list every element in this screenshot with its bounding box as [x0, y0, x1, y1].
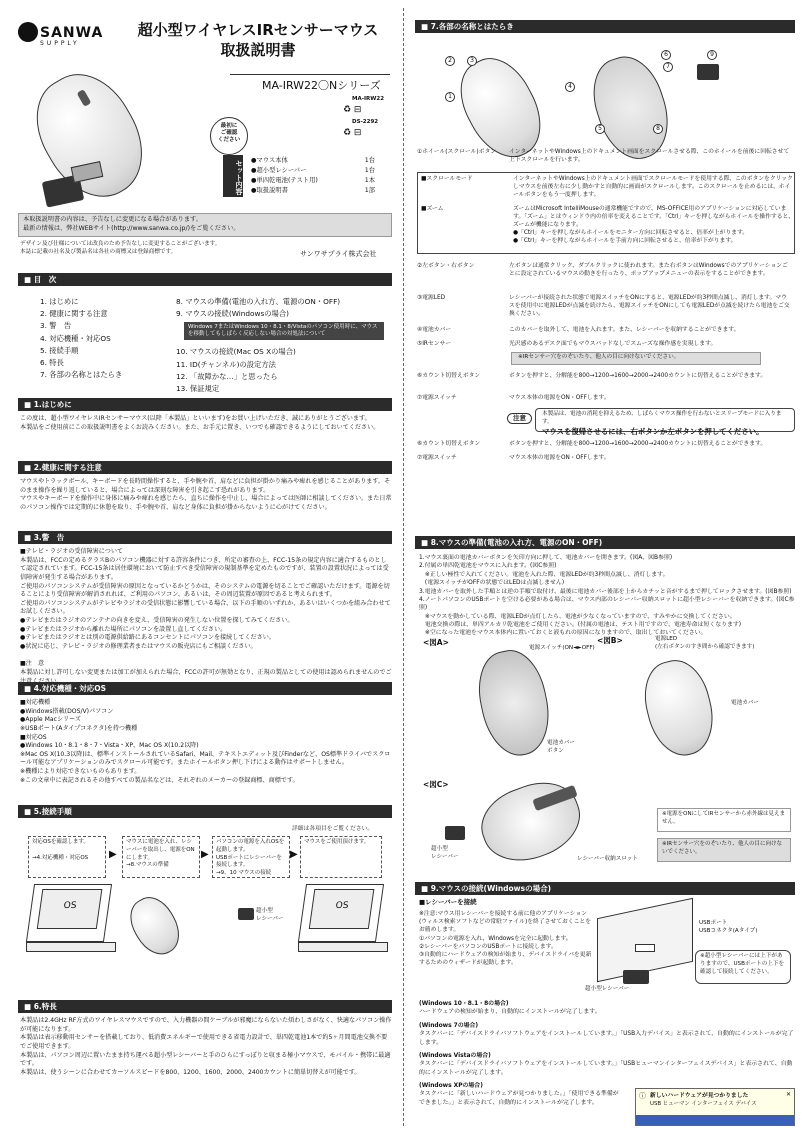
part-row: ⑥カウント切替えボタン ボタンを押すと、分解能を800→1200→1600→2000→2400カウントに切替えることができます。	[417, 373, 767, 379]
toc-item[interactable]: 10. マウスの接続(Mac OS Xの場合)	[176, 347, 296, 357]
os-block: (Windows 10・8.1・8の場合) ハードウェアの検知が始まり、自動的にインストールが完了します。	[419, 1001, 601, 1016]
callout-3: 3	[467, 56, 477, 66]
brand-logo: SANWA	[40, 25, 104, 41]
toc-item[interactable]: 13. 保証規定	[176, 384, 220, 394]
power-led-label: 電源LED (左右ボタンのすき間から確認できます)	[655, 636, 755, 650]
part-row: ⑦電源スイッチ マウス本体の電源をON・OFFします。	[417, 395, 610, 401]
set-label: セット内容	[223, 155, 243, 197]
receiver-orientation-note: ※超小型レシーバーには上下がありますので、USBポートの上下を確認して接続してください。	[695, 950, 791, 984]
section-7-heading: ■ 7.各部の名称とはたらき	[415, 20, 795, 33]
toc-item[interactable]: 2. 健康に関する注意	[40, 309, 108, 319]
ir-warning: ※IRセンサー穴をのぞいたり、他人の目に向けないでください。	[511, 352, 761, 365]
step-box: マウスをご使用頂けます。	[300, 836, 382, 878]
notice-box: 本取扱説明書の内容は、予告なしに変更になる場合があります。 最新の情報は、弊社WEBサイト(http://www.sanwa.co.jp/)をご覧ください。	[18, 213, 392, 237]
set-item: ●単四乾電池(テスト用) 1本	[251, 177, 375, 184]
part-row: ■スクロールモード インターネットやWindows上のドキュメント画面でスクロールモードを使用する際、このボタンをクリックしマウスを前後左右に少し動かすと自動的に画面がスクロールします。このスクロールを止めるには、ホイールボタンをもう一度押します。	[421, 176, 793, 199]
section-5-note: 詳細は各項目をご覧ください。	[292, 826, 374, 832]
section-8-heading: ■ 8.マウスの準備(電池の入れ方、電源のON・OFF)	[415, 536, 795, 549]
recycle-icon: ♻ ⊟	[343, 105, 362, 115]
os-block: (Windows Vistaの場合) タスクバーに「デバイスドライバソフトウェアをインストールしています。」「USBヒューマンインターフェイスデバイス」と表示されて、自動的にインストールが完了します。	[419, 1053, 793, 1076]
toc-item[interactable]: 8. マウスの準備(電池の入れ方、電源のON・OFF)	[176, 297, 341, 306]
arrow-icon: ▶	[201, 849, 209, 860]
part-row: ③電源LED レシーバーが接続された状態で電源スイッチをONにすると、電源LEDが約3秒間点滅し、消灯します。マウスを使用中に電源LEDが点滅を続けたら、電源スイッチをONにしても電源LEDが点滅を続けたら電池をご交換ください。	[417, 295, 790, 318]
caution-badge: 注意	[507, 413, 532, 424]
section-6-heading: ■ 6.特長	[18, 1000, 392, 1013]
taskbar	[636, 1115, 794, 1125]
brand-sub: SUPPLY	[40, 40, 80, 47]
callout-4: 4	[565, 82, 575, 92]
set-item: ●マウス本体 1台	[251, 157, 375, 164]
toc-item[interactable]: 4. 対応機種・対応OS	[40, 333, 111, 343]
arrow-icon: ▶	[109, 849, 117, 860]
callout-8: 8	[653, 124, 663, 134]
section-3-heading: ■ 3.警 告	[18, 531, 392, 544]
mouse-bottom-illustration	[471, 644, 558, 761]
title-rule	[230, 74, 390, 75]
section-3-body: ■テレビ・ラジオの受信障害について 本製品は、FCCの定めるクラスBのパソコン機器に対する許容条件につき、所定の審査の上、FCC-15条の規定内容に適合するものとして認定されています。FCC-15条は居住環境において防止すべき受信障害の規制基準を定めたものですが、装置の設置状況によっては受信障害が発生する場合があります。 ご使用のパソコンシステムが受信障害の原因となっているかどうかは、そのシステムの電源を切ることでご確認いただけます。電源を切ることにより受信障害が解消されれば、ご利用のパソコン、あるいは、その周辺装置が原因であると考えられます。 ご使用のパソコンシステムがテレビやラジオの受信状態に影響している場合、以下の手順のいずれか、あるいはいくつかを組み合わせてお試しください。 ●テレビまたはラジオのアンテナの向きを変え、受信障害の発生しない位置を探してみてください。 ●テレビまたはラジオから離れた場所にパソコンを設置し直してください。 ●テレビまたはラジオとは別の電源供給路にあるコンセントにパソコンを接続してください。 ●状況に応じ、テレビ・ラジオの修理業者またはマウスの販売店にもご相談ください。 ■注 意 本製品に対し許可しない変更または加工が加えられた場合、FCCの許可が無効となり、正規の製品としての使用は認められませんのでご	[20, 548, 392, 676]
toc-item[interactable]: 5. 接続手順	[40, 345, 79, 355]
manual-title: 取扱説明書	[220, 41, 296, 59]
callout-7: 7	[663, 62, 673, 72]
arrow-icon: ▶	[290, 849, 298, 860]
column-divider	[403, 8, 404, 1126]
mouse-illustration	[18, 58, 162, 215]
set-list	[251, 156, 375, 196]
model-code-1: MA-IRW22	[352, 96, 385, 102]
callout-5: 5	[595, 124, 605, 134]
section-1-body: この度は、超小型ワイヤレスIRセンサーマウス(以降「本製品」といいます)をお買い上げいただき、誠にありがとうございます。 本製品をご使用前にこの取扱説明書をよくお読みください。また、お手元に置き、いつでも確認できるようにしておいてください。	[20, 415, 380, 431]
toc-item[interactable]: 1. はじめに	[40, 297, 79, 306]
callout-1: 1	[445, 92, 455, 102]
figure-b-label: <図B>	[597, 636, 623, 645]
xp-balloon-screenshot	[635, 1088, 795, 1126]
part-row: ⑥カウント切替えボタン ボタンを押すと、分解能を800→1200→1600→2000→2400カウントに切替えることができます。	[417, 441, 767, 447]
section-4-heading: ■ 4.対応機種・対応OS	[18, 682, 392, 695]
callout-2: 2	[445, 56, 455, 66]
part-row: ②左ボタン・右ボタン 左ボタンは通常クリック、ダブルクリックに使われます。また右ボタンはWindowsでのアプリケーションごとに設定されているマウスの動きを行ったり、ポップアップメニューの表示をすることができます。	[417, 263, 788, 278]
figure-a-label: <図A>	[423, 638, 449, 647]
caution-box: 本製品は、電池の消耗を抑えるため、しばらくマウス操作を行わないとスリープモードに入ります。 マウスを復帰させるには、右ボタンか左ボタンを押してください。	[535, 408, 795, 432]
laptop-base	[26, 942, 116, 952]
battery-cover-button-label: 電池カバー ボタン	[547, 740, 575, 754]
company-name: サンワサプライ株式会社	[300, 250, 377, 258]
section-2-heading: ■ 2.健康に関する注意	[18, 461, 392, 474]
model-code-2: DS-2292	[352, 119, 379, 125]
ir-note-1: ※電源をONにしてIRセンサーから赤外線は見えません。	[657, 808, 791, 832]
section-5-heading: ■ 5.接続手順	[18, 805, 392, 818]
toc-item[interactable]: 6. 特長	[40, 358, 64, 368]
part-row: ⑦電源スイッチ マウス本体の電源をON・OFFします。	[417, 455, 610, 461]
step-box: 対応OSを確認します。 →4.対応機種・対応OS	[28, 836, 106, 878]
section-9-sub: ■レシーバーを接続	[419, 898, 477, 906]
receiver-label: 超小型 レシーバー	[256, 908, 284, 922]
usb-label: USBポート USBコネクタ(Aタイプ)	[699, 920, 758, 934]
toc-right	[176, 296, 340, 395]
power-switch-label: 電源スイッチ(ON◄►OFF)	[529, 645, 595, 651]
laptop-illustration: OS	[26, 884, 112, 942]
section-6-body: 本製品は2.4GHz RF方式のワイヤレスマウスですので、入力機器の間ケーブルが邪魔にならないた煩わしさがなく、快適なパソコン操作が可能になります。 本製品は表示移動用センサーを搭載しており、低消費エネルギーで使用できる省電力設計で、単四乾電池1本で約5ヶ月間電池交換不要でご使用できます。 本製品は、パソコン周辺に置いたまま持ち運べる超小型レシーバーと手のひらにすっぽりと収まる極小マウスで、モバイル・携帯に最適です。 本製品は、使うシーンに合わせてカーソルスピードを800、1200、1600、2000、2400カウントに簡単切替えが可能です。	[20, 1017, 392, 1076]
toc-item[interactable]: 7. 各部の名称とはたらき	[40, 370, 123, 380]
battery-cover-label: 電池カバー	[731, 700, 759, 706]
callout-9: 9	[707, 50, 717, 60]
step-box: マウスに電池を入れ、レシーバーを取出し、電源をONにします。 →8.マウスの準備	[122, 836, 200, 878]
mouse-illustration	[122, 890, 188, 963]
product-title: 超小型ワイヤレスIRセンサーマウス	[137, 21, 379, 39]
receiver-label: 超小型 レシーバー	[431, 846, 459, 860]
recycle-icon: ♻ ⊟	[343, 128, 362, 138]
right-column	[409, 0, 802, 1134]
close-icon[interactable]: ✕	[785, 1091, 791, 1098]
brand-logo-mark	[18, 22, 38, 42]
set-item: ●超小型レシーバー 1台	[251, 167, 375, 174]
receiver-slot-label: レシーバー収納スロット	[577, 856, 638, 862]
section-4-body: ■対応機種 ●Windows搭載(DOS/V)パソコン ●Apple Macシリーズ ※USBポート(Aタイプコネクタ)を持つ機種 ■対応OS ●Windows 10・8.1・8・7・Vista・XP、Mac OS X(10.2以降) ※Mac OS X(10.3以降)は、標準インストールされているSafari、Mail、テキストエディット及びFinderなど、OS標準ドライバでスクロール可能なアプリケーションのみでスクロール可能です。またホイールボタン押し下げによる動作はサポートしません。 ※機種により対応できないものもあります。 ※この文章中に表記されるその他すべての製品名などは、それぞれのメーカーの登録商標、商標です。	[20, 699, 391, 784]
receiver-illustration	[697, 64, 719, 80]
balloon-text: USB ヒューマン インターフェイス デバイス	[650, 1101, 757, 1108]
toc-item[interactable]: 11. ID(チャンネル)の設定方法	[176, 359, 276, 369]
confirm-first-badge: 最初に ご確認 ください	[210, 117, 248, 155]
balloon-title: 新しいハードウェアが見つかりました	[650, 1093, 749, 1099]
model-series: MA-IRW22〇Nシリーズ	[262, 79, 381, 92]
receiver-illustration	[238, 908, 254, 920]
receiver-illustration	[445, 826, 465, 840]
toc-heading: ■ 目 次	[18, 273, 392, 286]
receiver-illustration	[623, 970, 649, 984]
toc-item[interactable]: 9. マウスの接続(Windowsの場合)	[176, 309, 289, 319]
receiver-label: 超小型レシーバー	[585, 986, 630, 992]
toc-item[interactable]: 12. 「故障かな…」と思ったら	[176, 371, 278, 381]
section-8-body: 1.マウス裏面の電池カバーボタンを矢印方向に押して、電池カバーを開きます。(図A、図B参照) 2.付属の単四乾電池をマウスに入れます。(図C参照) ※正しい極性で入れてください。電池を入れた際、電源LEDが約3秒間点滅し、消灯します。 (電源スイッチがOFFの状態ではLEDは点滅しません) 3.電池カバーを取外した手順とは逆の手順で取付け、最後に電池カバー後部を上からカチッと音がするまで押してロックさせます。(図B参照) 4.ノートパソコンのUSBポートを空ける必要がある場合は、マウス内部のレシーバー収納スロットに超小型レシーバーを収納できます。(図C参照) ※マウスを動かしている際、電源LEDが点灯したら、電池が少なくなっていますので、すみやかに交換してください。 電池交換の際は、単四アルカリ乾電池をご使用ください。(付属の電池は、テスト用ですので、電池寿命は短くなります) ※空になった電池をマウス本体内に置いておくと液もれの原因になりますので、取出しておいてください。	[419, 555, 795, 637]
laptop-illustration: OS	[298, 884, 384, 942]
figure-c-label: <図C>	[423, 780, 449, 789]
part-row: ④電池カバー このカバーを取外して、電池を入れます。また、レシーバーを収納することができます。	[417, 327, 740, 333]
toc-note: Windows 7またはWindows 10・8.1・8/Vistaのパソコン使用時に、マウスを移動してもしばらく反応しない場合の対処法について	[184, 322, 384, 340]
info-icon: ⓘ	[639, 1092, 646, 1100]
disclaimer: デザイン及び仕様については改良のため予告なしに変更することがございます。 本誌に記載の社名及び製品名は各社の商標又は登録商標です。	[20, 241, 221, 255]
toc-left	[40, 296, 122, 381]
section-9-body: ※注意:マウス用レシーバーを接続する前に他のアプリケーション(ウィルス検索ソフトなどの常駐ファイル)を終了させておくことをお薦めします。 ①パソコンの電源を入れ、Windowsを完全に起動します。 ②レシーバーをパソコンのUSBポートに接続します。 ③自動的にハードウェアの検知が始まり、デバイスドライバを更新するためのウィザードが起動します。	[419, 911, 592, 967]
os-block: (Windows XPの場合) タスクバーに「新しいハードウェアが見つかりました。」「使用できる準備ができました。」と表示されて、自動的にインストールが完了します。	[419, 1083, 619, 1106]
part-row: ①ホイール(スクロール)ボタン インターネットやWindows上のドキュメント画面をスクロールさせる際、このホイールを前後に回転させて上下スクロールを行います。	[417, 149, 790, 164]
ir-note-2: ※IRセンサー穴をのぞいたり、他人の目に向けないでください。	[657, 838, 791, 862]
os-block: (Windows 7の場合) タスクバーに「デバイスドライバソフトウェアをインストールしています。」「USB入力デバイス」と表示されて、自動的にインストールが完了します。	[419, 1023, 794, 1046]
laptop-base	[298, 942, 388, 952]
usb-port	[635, 944, 655, 952]
part-row: ■ズーム ズームはMicrosoft IntelliMouseの通常機能ですので、MS-OFFICE用のアプリケーションに対応しています。「ズーム」とはウィンドウ内の倍率を変えることです。「Ctrl」キーを押しながらホイールを操作すると、ズームが機能になります。 ●「Ctrl」キーを押しながらホイールをモニター方向に回転させると、倍率が上がります。 ●「Ctrl」キーを押しながらホイールを手前方向に回転させると、倍率が下がります。	[421, 206, 795, 245]
section-2-body: マウスやトラックボール、キーボードを長時間操作すると、手や腕や首、肩などに負担が掛かり痛みや痺れを感じることがあります。そのまま操作を繰り返していると、場合によっては深刻な障害を引き起こす恐れがあります。 マウスやキーボードを操作中に身体に痛みや痺れを感じたら、直ちに操作を中止し、場合によっては医師に相談してください。また日常のパソコン操作では定期的に休憩を取り、手や腕や首、肩など身体に負担が掛からないように心がけてください。	[20, 478, 392, 511]
section-9-heading: ■ 9.マウスの接続(Windowsの場合)	[415, 882, 795, 895]
set-item: ●取扱説明書 1部	[251, 187, 375, 194]
callout-6: 6	[661, 50, 671, 60]
mouse-top-illustration	[636, 654, 721, 763]
section-1-heading: ■ 1.はじめに	[18, 398, 392, 411]
toc-item[interactable]: 3. 警 告	[40, 321, 72, 331]
part-row: ⑤IRセンサー 光沢感のあるデスク面でもマウスパッドなしでスムーズな操作感を実現します。	[417, 341, 717, 347]
step-box: パソコンの電源を入れOSを起動します。 USBポートにレシーバーを接続します。 →9、10 マウスの接続	[212, 836, 290, 878]
